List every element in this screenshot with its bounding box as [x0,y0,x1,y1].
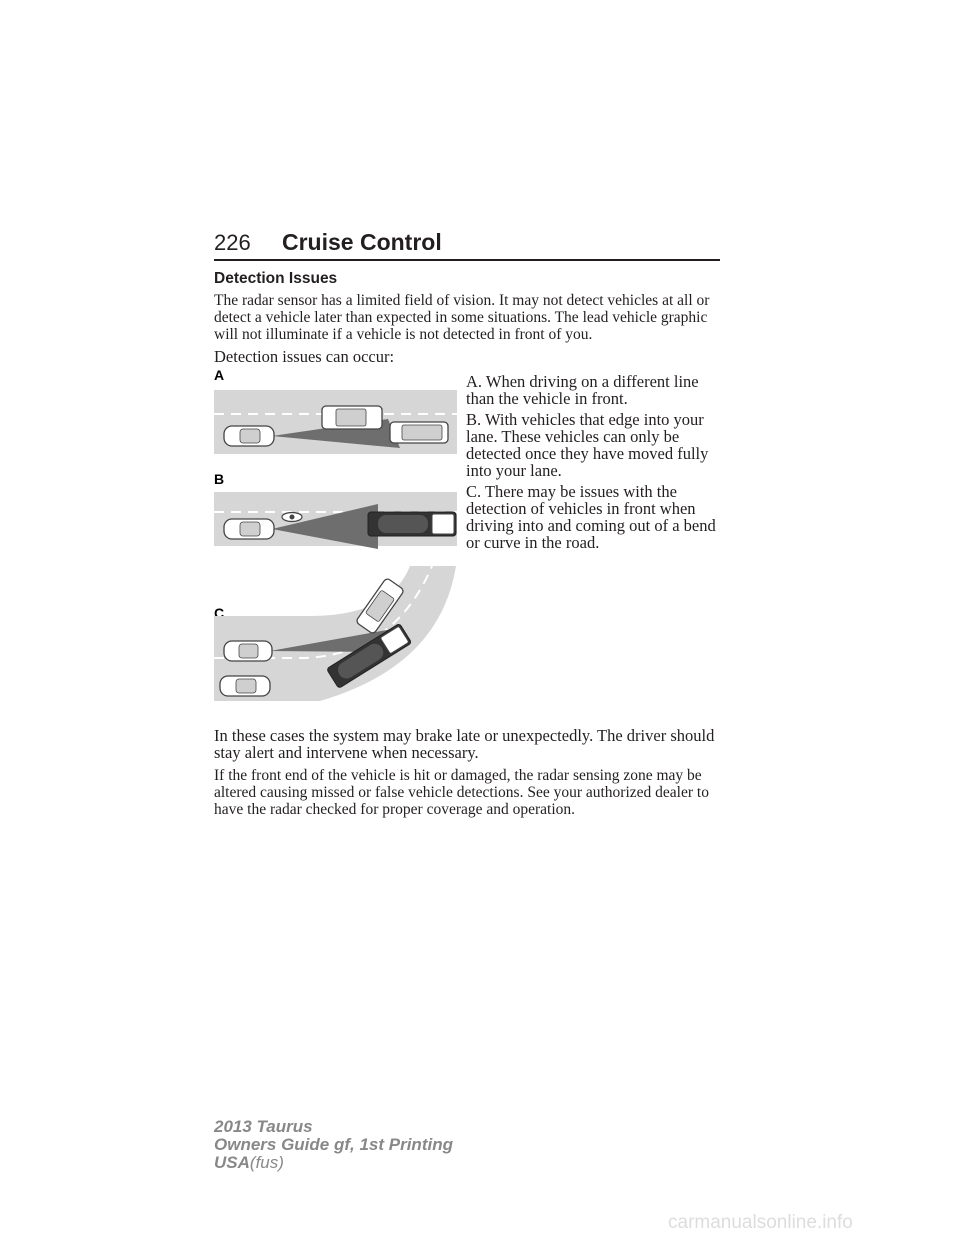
after-figure-paragraph: In these cases the system may brake late or unexpectedly. The driver should stay alert and intervene when necessary. [214,726,715,762]
panel-a-label: A [214,367,225,383]
footer [214,1118,453,1172]
panel-b-label: B [214,471,225,487]
page-number: 226 [214,230,251,255]
tanker-truck-b [368,512,456,536]
footer-region-suffix: (fus) [249,1153,284,1172]
own-car-c [224,641,272,661]
motorcycle-b [282,513,302,522]
van-adjacent-a [390,422,448,443]
detection-illustration [210,366,462,706]
car-lower-lane-c [220,676,270,696]
lead-in-paragraph: Detection issues can occur: [214,347,395,366]
own-car-a [224,426,274,446]
footer-guide: Owners Guide gf, 1st Printing [214,1135,453,1154]
caption-a: A. When driving on a different line than the vehicle in front. [466,372,699,408]
header-rule [214,259,720,261]
footer-region [214,1154,453,1172]
footer-model: 2013 Taurus [214,1117,313,1136]
own-car-b [224,519,274,539]
panel-c [214,566,456,701]
watermark: carmanualsonline.info [668,1212,853,1233]
intro-paragraph: The radar sensor has a limited field of vision. It may not detect vehicles at all or detect a vehicle later than expected in some situations. The lead vehicle graphic will not illuminate if a vehicle is not detected in front of you. [214,292,710,343]
damage-note-paragraph: If the front end of the vehicle is hit or damaged, the radar sensing zone may be altered causing missed or false vehicle detections. See your authorized dealer to have the radar checked for proper coverage and operation. [214,767,709,818]
panel-c-label: C [214,605,225,621]
caption-c: C. There may be issues with the detection of vehicles in front when driving into and coming out of a bend or curve in the road. [466,482,716,552]
suv-ahead-a [322,406,382,429]
footer-region-code: USA [214,1153,250,1172]
section-heading: Detection Issues [214,270,338,287]
caption-b: B. With vehicles that edge into your lane. These vehicles can only be detected once they have moved fully into your lane. [466,410,709,480]
panel-b [214,471,457,549]
chapter-title: Cruise Control [282,229,442,255]
panel-a [214,367,457,454]
